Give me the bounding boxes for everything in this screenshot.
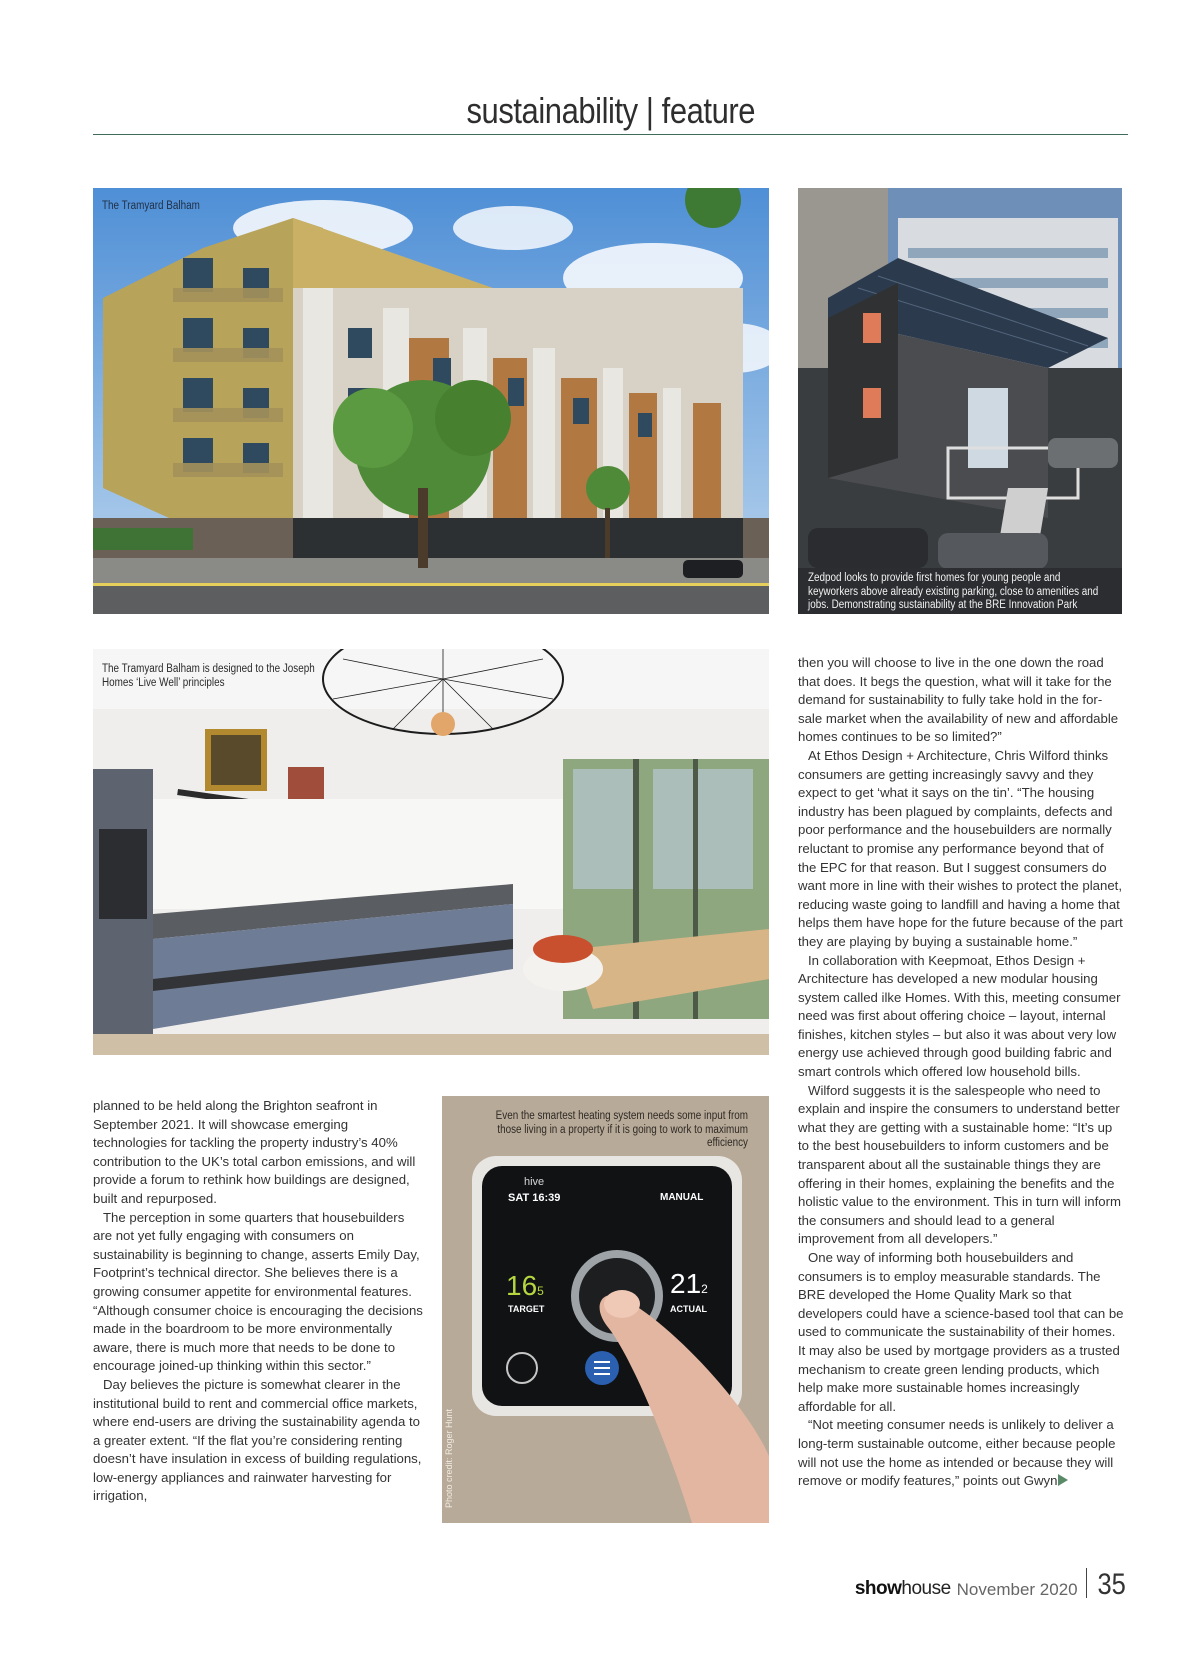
thermostat-photo [442,1096,769,1523]
actual-int: 21 [670,1268,702,1299]
zedpod-illustration [798,188,1122,614]
tramyard-photo [93,188,769,614]
tramyard-illustration [93,188,769,614]
zedpod-caption: Zedpod looks to provide first homes for young people and keyworkers above already existing parking, close to amenities and jobs. Demonstrating sustainability at the BRE Innovation Park [808,572,1099,611]
page-number: 35 [1097,1568,1126,1601]
target-dec: 5 [537,1284,544,1298]
thermostat-caption: Even the smartest heating system needs some input from those living in a property if it is going to work to maximum efficiency [495,1110,748,1149]
zedpod-photo [798,188,1122,614]
paragraph: At Ethos Design + Architecture, Chris Wilford thinks consumers are getting increasingly savvy and they expect to get ‘what it says on the tin’. “The housing industry has been plagued by complaints, defects and poor performance and the housebuilders are normally reluctant to promise any performance beyond that of the EPC for that reason. But I suggest consumers do want more in line with their wishes to protect the planet, reducing waste going to landfill and having a home that helps them have hope for the future because of the part they are playing by buying a sustainable home.” [798,747,1123,949]
kitchen-photo [93,649,769,1055]
issue-date: November 2020 [956,1580,1078,1599]
brand-show: show [854,1578,902,1599]
continue-arrow-icon [1058,1474,1068,1486]
actual-dec: 2 [701,1282,708,1296]
paragraph: Day believes the picture is somewhat clearer in the institutional build to rent and commercial office markets, where end-users are driving the sustainability agenda to a greater extent. “If the flat you’re considering renting doesn’t have insulation in excess of building regulations, low-energy appliances and rainwater harvesting for irrigation, [93,1376,422,1504]
paragraph: In collaboration with Keepmoat, Ethos Design + Architecture has developed a new modular housing system called ilke Homes. With this, meeting consumer need was first about offering choice – layout, internal finishes, kitchen styles – but also it was about very low energy use achieved through good building fabric and smart controls which offered low household bills. [798,952,1121,1080]
thermostat-illustration [442,1096,769,1523]
page-header [93,88,1128,135]
thermostat-brand: hive [524,1176,545,1188]
tramyard-caption: The Tramyard Balham [102,200,200,212]
paragraph: One way of informing both housebuilders and consumers is to employ measurable standards. The BRE developed the Home Quality Mark so that developers could have a science-based tool that can be used to communicate the sustainability of their homes. It may also be used by mortgage providers as a trusted mechanism to create green lending products, which help make more sustainable homes increasingly affordable for all. [798,1250,1124,1414]
thermostat-target-label: TARGET [508,1304,545,1314]
thermostat-actual [670,1268,708,1300]
section-title: sustainability | feature [466,90,755,131]
thermostat-mode: MANUAL [660,1192,704,1203]
paragraph: planned to be held along the Brighton seafront in September 2021. It will showcase emerging technologies for tackling the property industry’s 40% contribution to the UK’s total carbon emissions, and will provide a forum to rethink how buildings are designed, built and repurposed. [93,1098,416,1206]
article-column-right [798,654,1124,1491]
footer-divider [1086,1568,1087,1598]
photo-credit: Photo credit: Roger Hunt [444,1408,454,1508]
paragraph: Wilford suggests it is the salespeople who need to explain and inspire the consumers to understand better what they are getting with a sustainable home: “It’s up to the best housebuilders to inform customers and be transparent about all the sustainable things they are offering in their homes, explaining the benefits and the holistic value to the environment. This in turn will inform the consumers and should lead to a general improvement from all developers.” [798,1082,1121,1247]
brand-house: house [901,1578,951,1599]
thermostat-time: SAT 16:39 [508,1192,561,1204]
kitchen-caption: The Tramyard Balham is designed to the Joseph Homes ‘Live Well’ principles [102,663,315,689]
paragraph: then you will choose to live in the one down the road that does. It begs the question, what will it take for the demand for sustainability to fully take hold in the for-sale market when the availability of new and affordable homes continues to be so limited?” [798,655,1119,745]
paragraph: The perception in some quarters that housebuilders are not yet fully engaging with consumers on sustainability is beginning to change, asserts Emily Day, Footprint’s technical director. She believes there is a growing consumer appetite for environmental features. “Although consumer choice is encouraging the decisions made in the boardroom to be more environmentally aware, there is much more that needs to be done to encourage joined-up thinking within this sector.” [93,1209,423,1374]
thermostat-actual-label: ACTUAL [670,1304,707,1314]
thermostat-target [506,1270,544,1302]
paragraph-last [798,1416,1124,1490]
target-int: 16 [506,1270,538,1301]
page-footer [855,1560,1128,1600]
article-column-left [93,1097,423,1506]
kitchen-illustration [93,649,769,1055]
paragraph-last-text: “Not meeting consumer needs is unlikely to deliver a long-term sustainable outcome, either because people will not use the home as intended or because they will remove or modify features,” points out Gwyn [798,1417,1116,1489]
